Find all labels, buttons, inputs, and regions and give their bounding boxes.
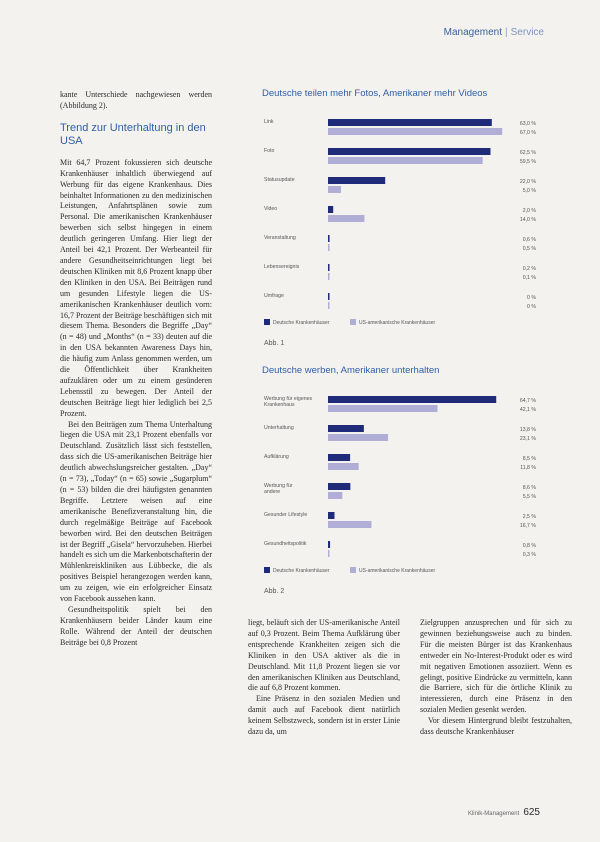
category-label: Foto <box>264 148 275 154</box>
value-label: 0 % <box>527 304 536 310</box>
chart-2 <box>262 365 542 599</box>
section-heading: Trend zur Unterhaltung in den USA <box>60 121 206 147</box>
bar-de <box>328 148 491 155</box>
bar-de <box>328 235 330 242</box>
bar-de <box>328 264 330 271</box>
legend-label-de: Deutsche Krankenhäuser <box>273 320 330 326</box>
bar-de <box>328 483 350 490</box>
category-label: Aufklärung <box>264 454 289 460</box>
bar-us <box>328 521 371 528</box>
bar-de <box>328 541 330 548</box>
bar-de <box>328 206 333 213</box>
legend-label-us: US-amerikanische Krankenhäuser <box>359 568 436 574</box>
chart-1 <box>262 88 542 357</box>
col1-paragraph-2: Bei den Beiträgen zum Thema Unterhaltung liegen die USA mit 23,1 Prozent ebenfalls vor Deutschland. Zusätzlich lässt sich feststellen, dass sich die US-amerikanischen Beiträge hier deutlich abwechslungsreicher gestalten. „Day“ (n = 73), „Today“ (n = 65) sowie „Sugarplum“ (n = 53) bilden die drei häufigsten genannten Begriffe. Letztere weisen auf eine amerikanische Benefizveranstaltung hin, die durch regelmäßige Beiträge auf Facebook beworben wird. Bei den deutschen Beiträgen ist der Begriff „Gisela“ hervorzuheben. Hierbei handelt es sich um die Markenbotschafterin der Mühlenkreiskliniken aus Lübbecke, die als positives Beispiel herangezogen werden kann, um zu zeigen, wie ein erfolgreicher Einsatz von Facebook aussehen kann. <box>60 419 212 604</box>
value-label: 11,8 % <box>520 465 536 471</box>
bar-us <box>328 157 483 164</box>
bar-de <box>328 425 364 432</box>
category-label: Gesunder Lifestyle <box>264 512 308 518</box>
category-label: Statusupdate <box>264 177 295 183</box>
col1-paragraph-1: Mit 64,7 Prozent fokussieren sich deutsche Krankenhäuser inhaltlich überwiegend auf Werbung für das eigene Krankenhaus. Dies beinhaltet Informationen zu den medizinischen Leistungen, Anfahrtsplänen sowie zum Personal. Die amerikanischen Krankenhäuser bewerben sich selbst hingegen in einem deutlich geringeren Umfang. Hier liegt der Anteil bei 42,1 Prozent. Der Werbeanteil für andere Gesundheitseinrichtungen liegt bei deutschen Kliniken mit 8,6 Prozent knapp über den Kliniken in den USA. Bei Beiträgen rund um gesunden Lifestyle liegen die US-amerikanischen Krankenhäuser deutlich vorn: 16,7 Prozent der Beiträge beschäftigen sich mit diesem Thema. Besonders die Begriffe „Day“ (n = 48) und „Months“ (n = 33) deuten auf die in den USA bekannten Awareness Days hin, die häufig zum Anlass genommen werden, um die Öffentlichkeit über Krankheiten aufzuklären oder um zu einem gesünderen Lebensstil zu bewegen. Der Anteil der deutschen Beiträge liegt hier lediglich bei 2,5 Prozent. <box>60 157 212 418</box>
col2-paragraph-1: liegt, beläuft sich der US-amerikanische Anteil auf 0,3 Prozent. Beim Thema Aufklärung über entsprechende Krankheiten zeigen sich die Kliniken in den USA aktiver als die in Deutschland. Mit 11,8 Prozent liegen sie vor den amerikanischen Kliniken aus Deutschland, die auf 6,8 Prozent kommen. <box>248 618 400 693</box>
value-label: 62,5 % <box>519 150 536 156</box>
value-label: 63,0 % <box>519 121 536 127</box>
legend-swatch-us <box>350 567 356 573</box>
value-label: 0 % <box>527 295 536 301</box>
category-label: Veranstaltung <box>264 235 296 241</box>
value-label: 0,2 % <box>522 266 536 272</box>
value-label: 0,5 % <box>522 246 536 252</box>
value-label: 14,0 % <box>519 217 536 223</box>
bar-us <box>328 273 330 280</box>
col1-paragraph-3: Gesundheitspolitik spielt bei den Krankenhäusern beider Länder kaum eine Rolle. Während der Anteil der deutschen Beiträge bei 0,8 Prozent <box>60 604 212 647</box>
value-label: 22,0 % <box>519 179 536 185</box>
figure-number: Abb. 1 <box>264 340 285 347</box>
bar-us <box>328 405 437 412</box>
value-label: 8,5 % <box>522 456 536 462</box>
value-label: 0,8 % <box>522 543 536 549</box>
text-column-3 <box>420 618 572 738</box>
value-label: 0,6 % <box>522 237 536 243</box>
value-label: 64,7 % <box>519 398 536 404</box>
text-column-1 <box>60 90 212 649</box>
bar-de <box>328 454 350 461</box>
legend-swatch-us <box>350 319 356 325</box>
bar-de <box>328 512 335 519</box>
col2-paragraph-2: Eine Präsenz in den sozialen Medien und damit auch auf Facebook dient natürlich keinem Selbstzweck, sondern ist in erster Linie dazu da, um <box>248 694 400 737</box>
category-label: Gesundheitspolitik <box>264 541 307 547</box>
footer-magazine: Klinik-Management <box>467 811 520 817</box>
category-label: andere <box>264 489 281 495</box>
value-label: 5,5 % <box>522 494 536 500</box>
chart-1-title: Deutsche teilen mehr Fotos, Amerikaner mehr Videos <box>262 88 488 99</box>
value-label: 42,1 % <box>519 407 536 413</box>
bar-us <box>328 492 342 499</box>
header-section: Management <box>443 27 503 38</box>
value-label: 2,0 % <box>522 208 536 214</box>
bar-us <box>328 186 341 193</box>
value-label: 59,5 % <box>519 159 536 165</box>
bar-us <box>328 302 330 309</box>
value-label: 23,1 % <box>519 436 536 442</box>
col3-paragraph-1: Zielgruppen anzusprechen und für sich zu gewinnen beziehungsweise auch zu binden. Für die meisten Bürger ist das Krankenhaus entweder ein No-Interest-Produkt oder es wird mit negativen Emotionen assoziiert. Wenn es gelingt, positive Eindrücke zu vermitteln, kann die Barriere, sich für die örtliche Klinik zu interessieren, durch eine Präsenz in den sozialen Medien gesenkt werden. <box>420 618 572 715</box>
bar-us <box>328 550 330 557</box>
value-label: 0,3 % <box>522 552 536 558</box>
value-label: 0,1 % <box>522 275 536 281</box>
category-label: Link <box>264 119 274 125</box>
category-label: Unterhaltung <box>264 425 294 431</box>
chart-2-title: Deutsche werben, Amerikaner unterhalten <box>262 365 440 376</box>
category-label: Lebensereignis <box>264 264 300 270</box>
category-label: Video <box>264 206 278 212</box>
bar-de <box>328 396 496 403</box>
col3-paragraph-2: Vor diesem Hintergrund bleibt festzuhalten, dass deutsche Krankenhäuser <box>420 716 572 737</box>
header-subsection: Service <box>510 27 544 38</box>
chart-1-svg <box>262 107 542 357</box>
value-label: 13,8 % <box>519 427 536 433</box>
bar-us <box>328 244 330 251</box>
value-label: 67,0 % <box>519 130 536 136</box>
category-label: Umfrage <box>264 293 284 299</box>
text-column-2 <box>248 618 400 738</box>
bar-de <box>328 293 330 300</box>
value-label: 5,0 % <box>522 188 536 194</box>
bar-us <box>328 128 502 135</box>
category-label: Krankenhaus <box>264 402 295 408</box>
category-label: Werbung für <box>264 483 293 489</box>
bar-us <box>328 215 364 222</box>
legend-swatch-de <box>264 567 270 573</box>
chart-2-svg <box>262 384 542 599</box>
value-label: 2,5 % <box>522 514 536 520</box>
bar-us <box>328 434 388 441</box>
figure-number: Abb. 2 <box>264 588 285 595</box>
legend-label-us: US-amerikanische Krankenhäuser <box>359 320 436 326</box>
value-label: 8,6 % <box>522 485 536 491</box>
bar-de <box>328 177 385 184</box>
category-label: Werbung für eigenes <box>264 396 313 402</box>
col1-lead: kante Unterschiede nachgewiesen werden (Abbildung 2). <box>60 90 212 110</box>
page-number: 625 <box>523 807 540 818</box>
legend-swatch-de <box>264 319 270 325</box>
running-header <box>444 27 544 38</box>
bar-de <box>328 119 492 126</box>
bar-us <box>328 463 359 470</box>
header-separator: | <box>505 27 508 38</box>
legend-label-de: Deutsche Krankenhäuser <box>273 568 330 574</box>
page-footer <box>468 807 540 818</box>
value-label: 16,7 % <box>519 523 536 529</box>
